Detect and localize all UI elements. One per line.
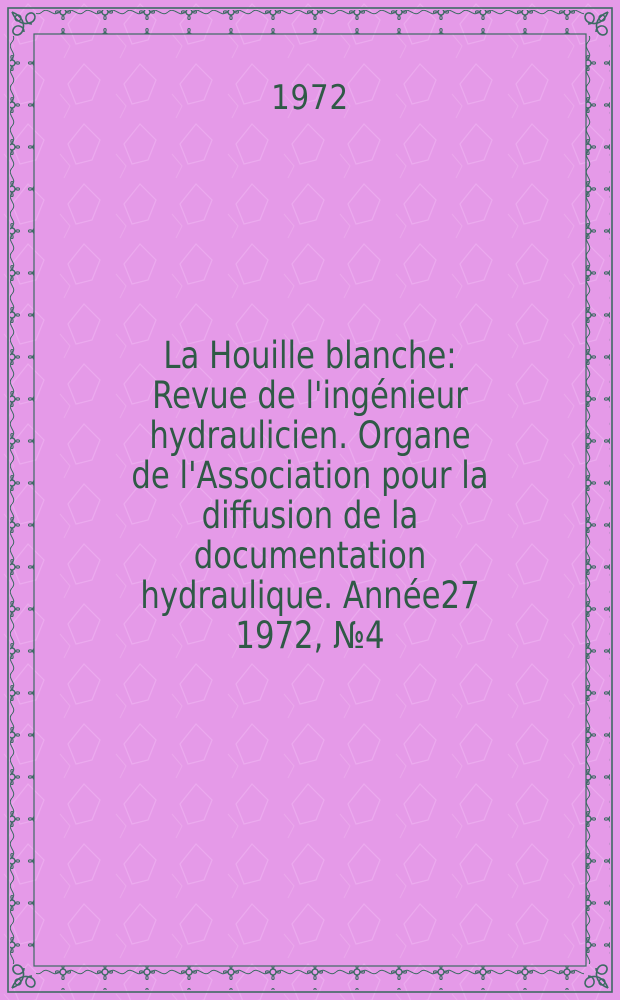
- cover-title: [86, 336, 534, 656]
- title-line: hydraulique. Année27: [140, 574, 480, 617]
- title-line: de l'Association pour la: [131, 454, 489, 497]
- title-line: diffusion de la: [201, 494, 419, 537]
- title-line: documentation: [193, 534, 427, 577]
- scroll-corner-ornament-top-left: [12, 12, 35, 35]
- title-line: 1972, №4: [235, 614, 385, 657]
- title-line: La Houille blanche:: [163, 334, 457, 377]
- title-line: Revue de l'ingénieur: [152, 374, 468, 417]
- cover-year: 1972: [271, 78, 349, 118]
- title-line: hydraulicien. Organe: [149, 414, 471, 457]
